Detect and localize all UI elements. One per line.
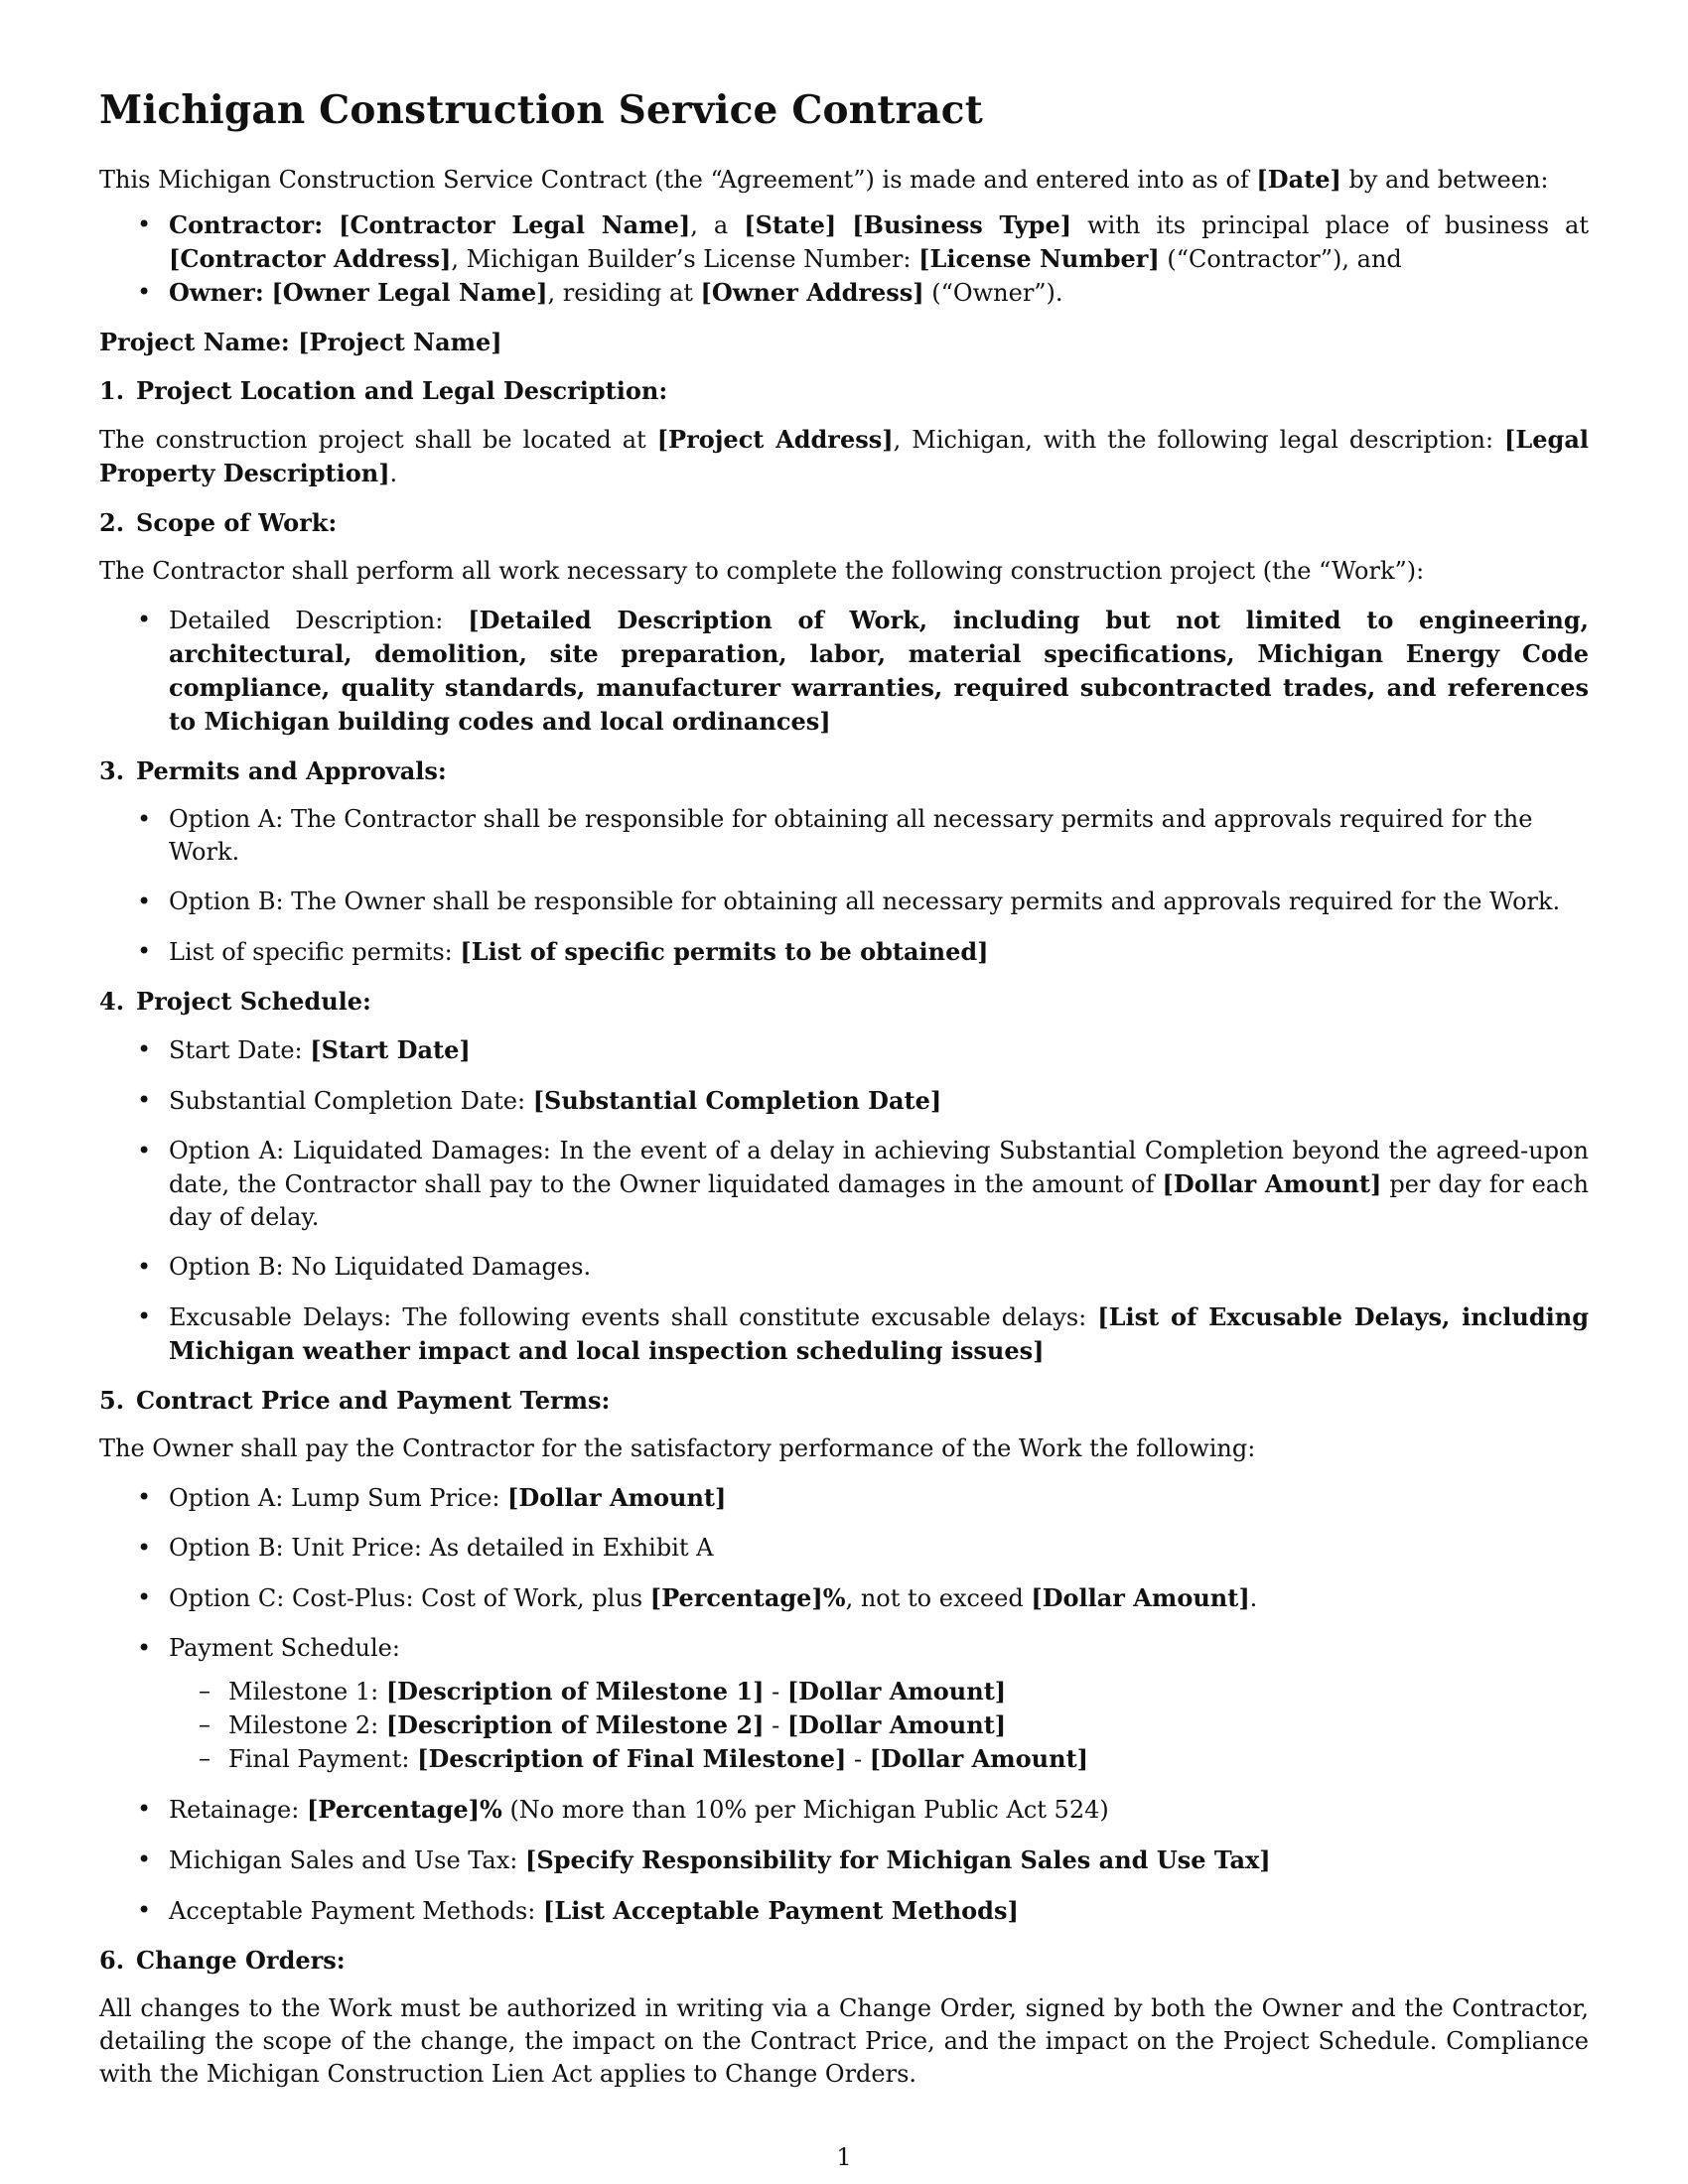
section-1-heading: 1. Project Location and Legal Description: xyxy=(99,376,668,405)
section-5-intro: The Owner shall pay the Contractor for the satisfactory performance of the Work the following: xyxy=(99,1434,1256,1462)
no-damages-item: • Option B: No Liquidated Damages. xyxy=(99,1251,1589,1284)
section-5-heading: 5. Contract Price and Payment Terms: xyxy=(99,1386,611,1415)
permits-option-b: • Option B: The Owner shall be responsible for obtaining all necessary permits and approvals required for the Work. xyxy=(99,886,1589,918)
scope-list xyxy=(99,604,1589,739)
lump-sum-item: • Option A: Lump Sum Price: [Dollar Amount] xyxy=(99,1481,1589,1515)
section-4-heading: 4. Project Schedule: xyxy=(99,987,371,1016)
permits-specific: • List of specific permits: [List of specific permits to be obtained] xyxy=(99,935,1589,969)
section-3-heading: 3. Permits and Approvals: xyxy=(99,756,447,785)
final-payment: – Final Payment: [Description of Final Milestone] - [Dollar Amount] xyxy=(169,1742,1589,1776)
state-placeholder: [State] xyxy=(744,210,837,239)
contractor-name-placeholder: [Contractor Legal Name] xyxy=(339,210,691,239)
contractor-party: • Contractor: [Contractor Legal Name], a [State] [Business Type] with its principal place of business at [Contractor Address], Michigan Builder’s License Number: [License Number] (“Contractor”), and xyxy=(99,208,1589,276)
project-name: Project Name: [Project Name] xyxy=(99,328,502,356)
document-title: Michigan Construction Service Contract xyxy=(99,87,983,133)
permits-option-a: • Option A: The Contractor shall be responsible for obtaining all necessary permits and approvals required for the Work. xyxy=(99,803,1589,869)
damages-amount-placeholder: [Dollar Amount] xyxy=(1162,1169,1382,1198)
owner-name-placeholder: [Owner Legal Name] xyxy=(271,278,548,307)
excusable-delays-item: • Excusable Delays: The following events shall constitute excusable delays: [List of Excusable Delays, including Michigan weather impact and local inspection scheduling issues] xyxy=(99,1300,1589,1368)
document-page xyxy=(99,87,1589,2091)
legal-description-placeholder: [Legal Property Description] xyxy=(99,425,1589,487)
section-6-body: All changes to the Work must be authorized in writing via a Change Order, signed by both the Owner and the Contractor, detailing the scope of the change, the impact on the Contract Price, and the impact on the Project Schedule. Compliance with the Michigan Construction Lien Act applies to Change Orders. xyxy=(99,1994,1589,2088)
section-6-heading: 6. Change Orders: xyxy=(99,1946,346,1975)
cost-plus-amount-placeholder: [Dollar Amount] xyxy=(1031,1583,1250,1612)
owner-address-placeholder: [Owner Address] xyxy=(700,278,924,307)
start-date-placeholder: [Start Date] xyxy=(310,1035,471,1064)
retainage-item: • Retainage: [Percentage]% (No more than 10% per Michigan Public Act 524) xyxy=(99,1793,1589,1827)
permits-list xyxy=(99,803,1589,969)
permits-list-placeholder: [List of specific permits to be obtained] xyxy=(460,937,989,966)
license-placeholder: [License Number] xyxy=(918,244,1160,273)
sales-tax-item: • Michigan Sales and Use Tax: [Specify Responsibility for Michigan Sales and Use Tax] xyxy=(99,1843,1589,1877)
section-2-intro: The Contractor shall perform all work necessary to complete the following construction project (the “Work”): xyxy=(99,557,1425,585)
date-placeholder: [Date] xyxy=(1256,165,1341,194)
sales-tax-placeholder: [Specify Responsibility for Michigan Sales and Use Tax] xyxy=(525,1845,1271,1874)
scope-detail-placeholder: [Detailed Description of Work, including but not limited to engineering, architectural, demolition, site preparation, labor, material specifications, Michigan Energy Code compliance, quality standards, manufacturer warranties, required subcontracted trades, and references to Michigan building codes and local ordinances] xyxy=(169,606,1589,736)
start-date-item: • Start Date: [Start Date] xyxy=(99,1033,1589,1067)
excusable-delays-placeholder: [List of Excusable Delays, including Michigan weather impact and local inspection scheduling issues] xyxy=(169,1302,1589,1365)
completion-date-item: • Substantial Completion Date: [Substantial Completion Date] xyxy=(99,1084,1589,1118)
retainage-placeholder: [Percentage]% xyxy=(306,1795,502,1824)
lump-sum-placeholder: [Dollar Amount] xyxy=(507,1483,727,1512)
intro-paragraph: This Michigan Construction Service Contract (the “Agreement”) is made and entered into as of [Date] by and between: xyxy=(99,165,1549,194)
completion-date-placeholder: [Substantial Completion Date] xyxy=(532,1086,942,1115)
owner-party: • Owner: [Owner Legal Name], residing at [Owner Address] (“Owner”). xyxy=(99,276,1589,310)
milestone-1: – Milestone 1: [Description of Milestone 1] - [Dollar Amount] xyxy=(169,1675,1589,1708)
section-1-body: The construction project shall be located at [Project Address], Michigan, with the following legal description: [Legal Property Description]. xyxy=(99,425,1589,487)
milestone-2: – Milestone 2: [Description of Milestone 2] - [Dollar Amount] xyxy=(169,1708,1589,1742)
cost-plus-item: • Option C: Cost-Plus: Cost of Work, plus [Percentage]%, not to exceed [Dollar Amount]. xyxy=(99,1581,1589,1615)
schedule-list xyxy=(99,1033,1589,1368)
unit-price-item: • Option B: Unit Price: As detailed in Exhibit A xyxy=(99,1532,1589,1565)
payment-methods-placeholder: [List Acceptable Payment Methods] xyxy=(542,1896,1019,1925)
payment-schedule-item: • Payment Schedule: – Milestone 1: [Description of Milestone 1] - [Dollar Amount] – Milestone 2: [Description of Milestone 2] - [Dollar Amount] – Final Payment: [Description of Final Milestone] - [Dollar Amount] xyxy=(99,1632,1589,1776)
parties-list xyxy=(99,208,1589,310)
liquidated-damages-item: • Option A: Liquidated Damages: In the event of a delay in achieving Substantial Completion beyond the agreed-upon date, the Contractor shall pay to the Owner liquidated damages in the amount of [Dollar Amount] per day for each day of delay. xyxy=(99,1135,1589,1234)
page-number: 1 xyxy=(836,2143,852,2171)
scope-detail-item: • Detailed Description: [Detailed Description of Work, including but not limited to engineering, architectural, demolition, site preparation, labor, material specifications, Michigan Energy Code compliance, quality standards, manufacturer warranties, required subcontracted trades, and references to Michigan building codes and local ordinances] xyxy=(99,604,1589,739)
payment-list xyxy=(99,1481,1589,1928)
project-address-placeholder: [Project Address] xyxy=(656,425,894,454)
cost-plus-percentage-placeholder: [Percentage]% xyxy=(649,1583,846,1612)
business-type-placeholder: [Business Type] xyxy=(852,210,1072,239)
milestone-list xyxy=(169,1675,1589,1776)
section-2-heading: 2. Scope of Work: xyxy=(99,508,338,537)
contractor-address-placeholder: [Contractor Address] xyxy=(169,244,452,273)
payment-methods-item: • Acceptable Payment Methods: [List Acceptable Payment Methods] xyxy=(99,1894,1589,1928)
